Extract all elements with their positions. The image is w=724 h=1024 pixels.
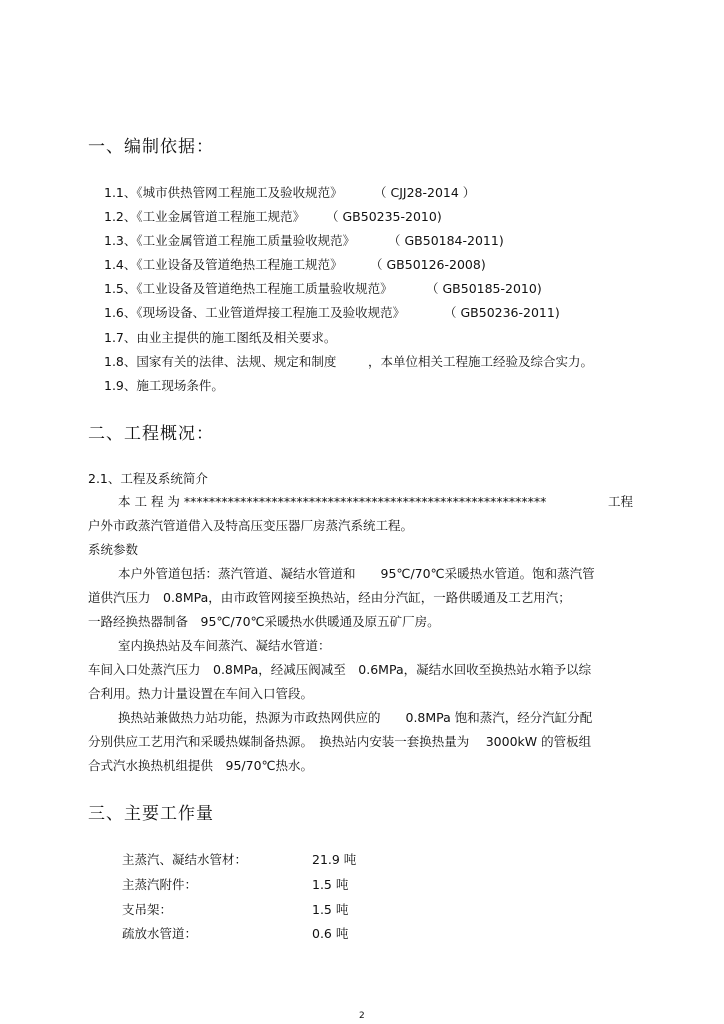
reference-number: 1.2、 [104, 209, 137, 224]
workload-label: 支吊架： [122, 902, 173, 917]
paragraph-line: 本户外管道包括：蒸汽管道、凝结水管道和 95℃/70℃采暖热水管道。饱和蒸汽管 [118, 566, 595, 581]
reference-number: 1.6、 [104, 305, 137, 320]
reference-title: 《城市供热管网工程施工及验收规范》 [136, 185, 343, 200]
reference-item [104, 183, 644, 199]
reference-item [104, 207, 644, 223]
reference-title: 《工业金属管道工程施工规范》 [136, 209, 306, 224]
reference-number: 1.5、 [104, 281, 137, 296]
subsection-title: 2.1、工程及系统简介 [88, 471, 208, 486]
reference-item [104, 231, 644, 247]
paragraph-line: 车间入口处蒸汽压力 0.8MPa，经减压阀减至 0.6MPa，凝结水回收至换热站水箱予以综 [88, 662, 592, 677]
paragraph-line: 合利用。热力计量设置在车间入口管段。 [88, 686, 314, 701]
section-heading-overview: 二、工程概况： [88, 424, 214, 444]
intro-text-continued: 户外市政蒸汽管道借入及特高压变压器厂房蒸汽系统工程。 [88, 518, 414, 533]
reference-code: （ GB50184-2011) [388, 233, 504, 248]
workload-value: 21.9 吨 [312, 852, 357, 867]
section-heading-basis: 一、编制依据： [88, 137, 214, 157]
intro-text-end: 工程 [608, 494, 634, 509]
params-title: 系统参数 [88, 542, 139, 557]
workload-value: 0.6 吨 [312, 926, 349, 941]
reference-code: （ GB50236-2011) [444, 305, 560, 320]
paragraph-line: 室内换热站及车间蒸汽、凝结水管道： [118, 638, 331, 653]
intro-text: 本 工 程 为 ********************************************************** [118, 494, 547, 509]
page-number: 2 [359, 1011, 365, 1021]
workload-label: 主蒸汽附件： [122, 877, 198, 892]
paragraph-line: 一路经换热器制备 95℃/70℃采暖热水供暖通及原五矿厂房。 [88, 614, 440, 629]
reference-number: 1.3、 [104, 233, 137, 248]
basis-item-laws-part1: 1.8、国家有关的法律、法规、规定和制度 [104, 354, 337, 369]
basis-item-laws-part2: ，本单位相关工程施工经验及综合实力。 [368, 354, 594, 369]
workload-label: 主蒸汽、凝结水管材： [122, 852, 248, 867]
basis-item-site: 1.9、施工现场条件。 [104, 378, 224, 393]
workload-value: 1.5 吨 [312, 902, 349, 917]
reference-code: （ GB50126-2008) [370, 257, 486, 272]
reference-title: 《现场设备、工业管道焊接工程施工及验收规范》 [136, 305, 406, 320]
section-heading-workload: 三、主要工作量 [88, 804, 214, 824]
reference-title: 《工业设备及管道绝热工程施工规范》 [136, 257, 343, 272]
basis-item-laws [104, 352, 644, 368]
reference-title: 《工业金属管道工程施工质量验收规范》 [136, 233, 356, 248]
reference-item [104, 255, 644, 271]
paragraph-line: 道供汽压力 0.8MPa，由市政管网接至换热站，经由分汽缸，一路供暖通及工艺用汽； [88, 590, 571, 605]
reference-code: （ CJJ28-2014 ） [374, 185, 476, 200]
reference-title: 《工业设备及管道绝热工程施工质量验收规范》 [136, 281, 393, 296]
reference-code: （ GB50235-2010) [326, 209, 442, 224]
reference-number: 1.1、 [104, 185, 137, 200]
reference-item [104, 279, 644, 295]
basis-item-drawings: 1.7、由业主提供的施工图纸及相关要求。 [104, 330, 337, 345]
paragraph-line: 分别供应工艺用汽和采暖热媒制备热源。 换热站内安装一套换热量为 3000kW 的管板组 [88, 734, 592, 749]
reference-item [104, 303, 644, 319]
workload-value: 1.5 吨 [312, 877, 349, 892]
reference-code: （ GB50185-2010) [426, 281, 542, 296]
workload-label: 疏放水管道： [122, 926, 198, 941]
paragraph-line: 合式汽水换热机组提供 95/70℃热水。 [88, 758, 314, 773]
reference-number: 1.4、 [104, 257, 137, 272]
paragraph-line: 换热站兼做热力站功能，热源为市政热网供应的 0.8MPa 饱和蒸汽，经分汽缸分配 [118, 710, 593, 725]
